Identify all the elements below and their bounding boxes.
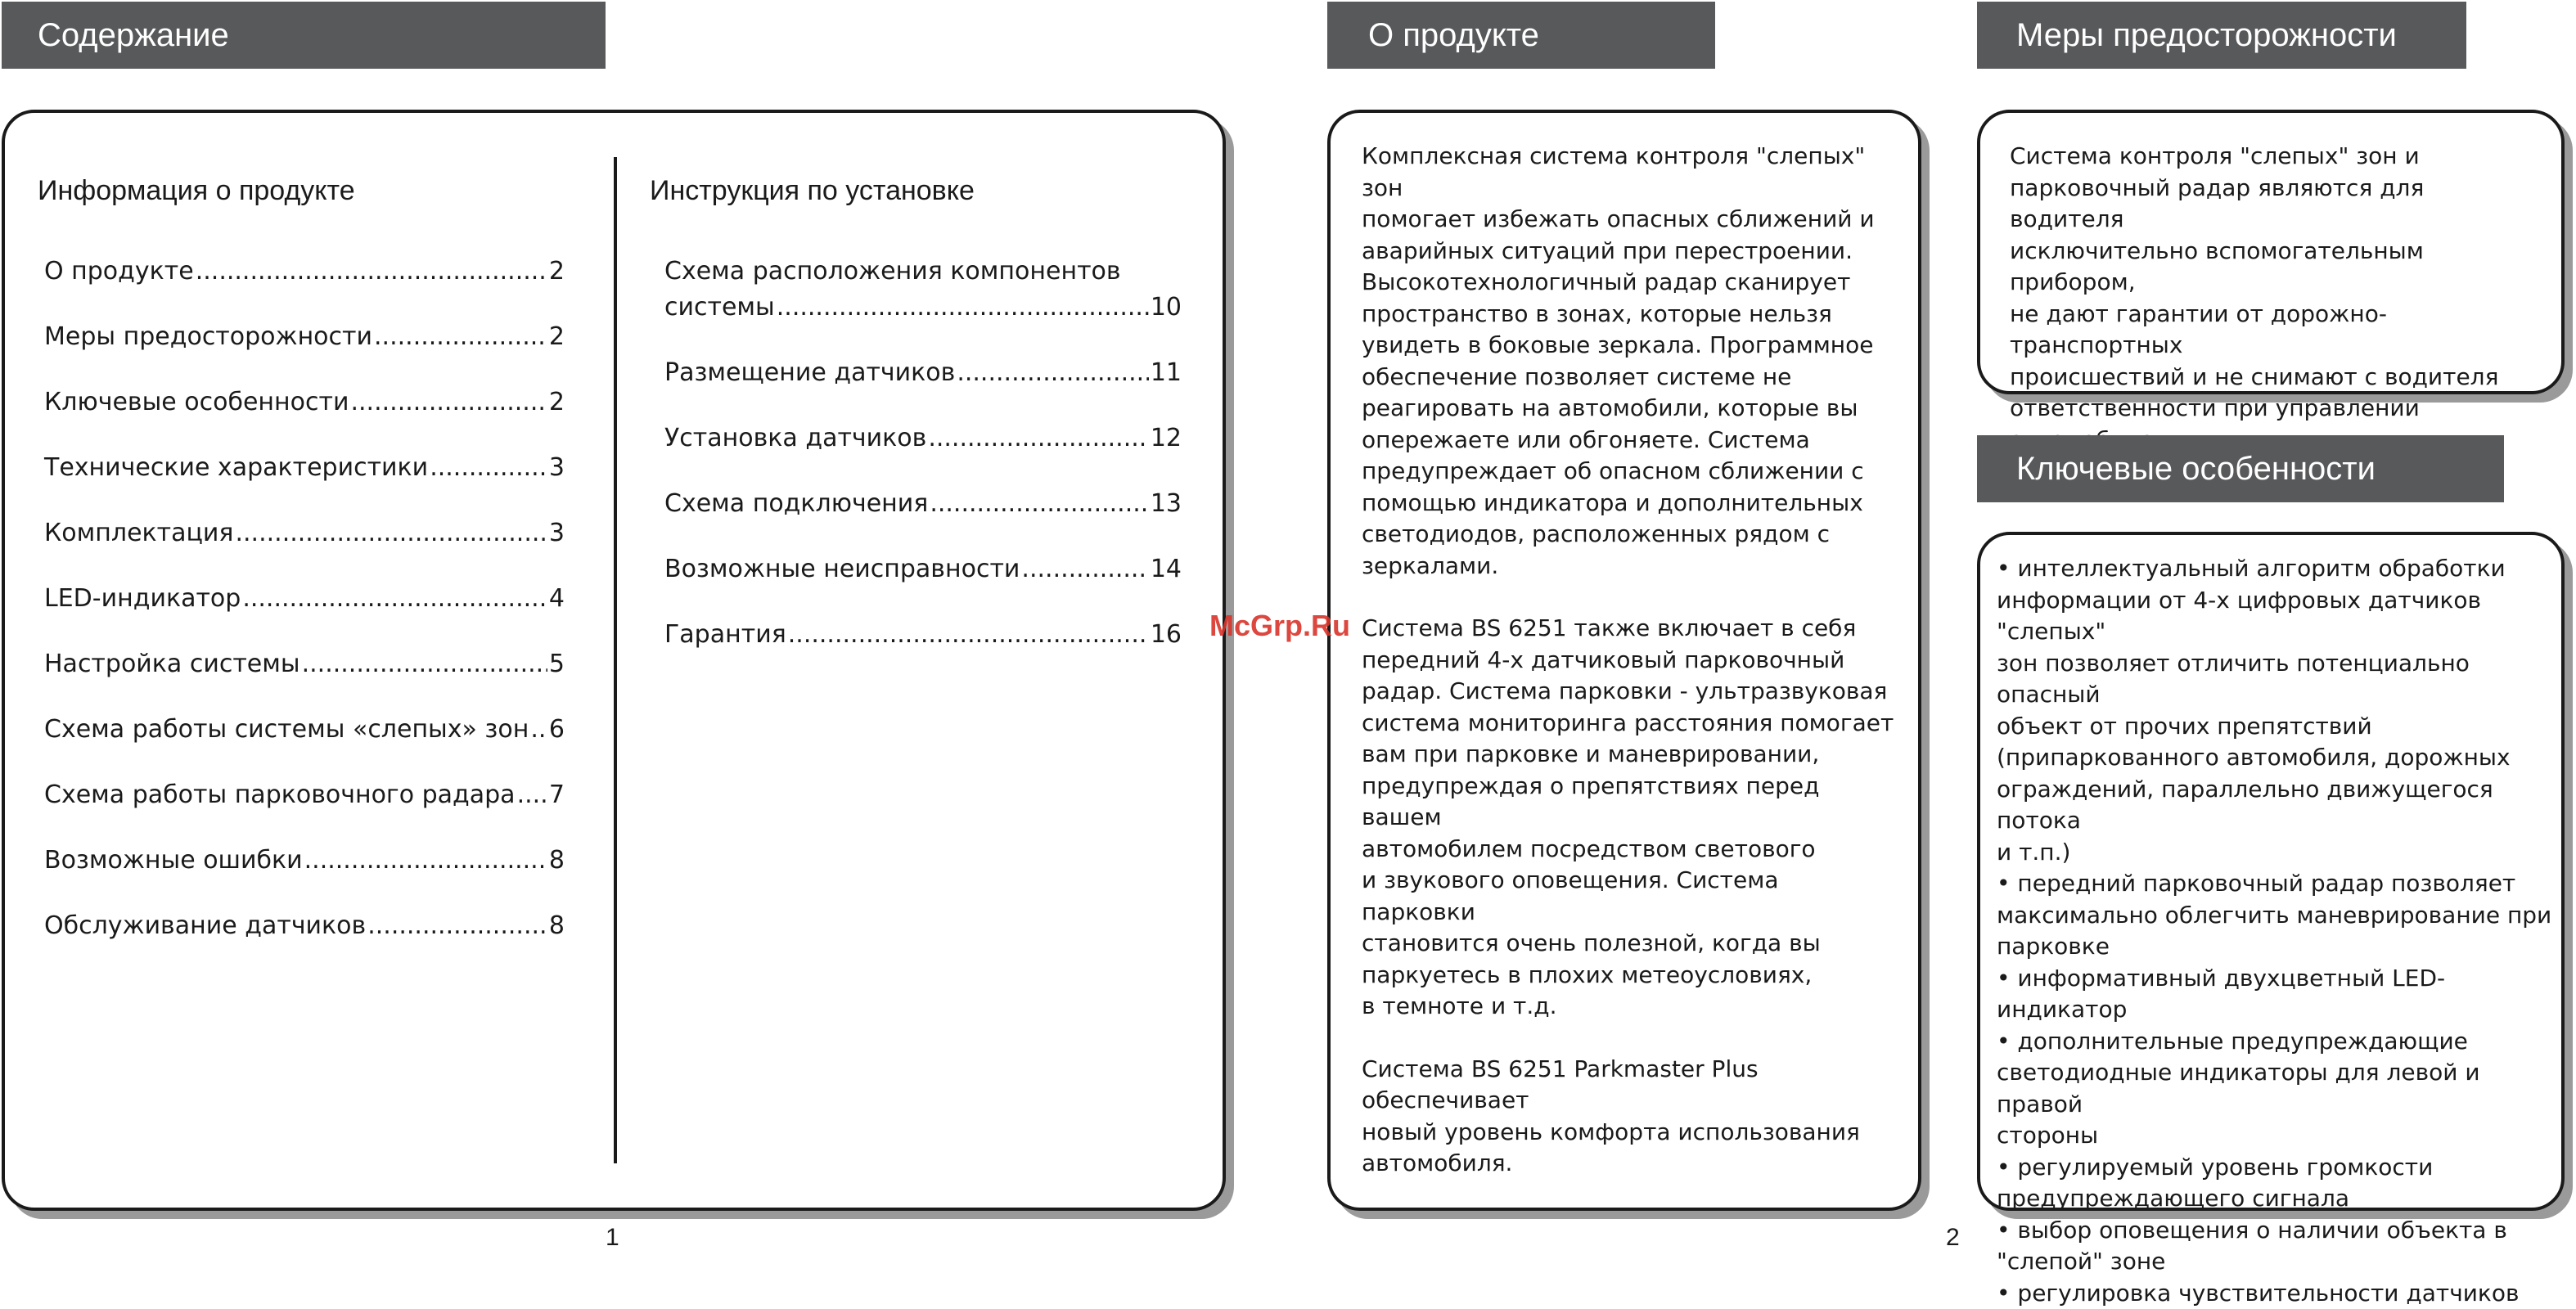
toc-entry-page: 6	[548, 715, 565, 744]
toc-entry-page: 14	[1150, 555, 1182, 583]
toc-entry-maintenance[interactable]	[44, 908, 565, 944]
toc-entry-title: Возможные ошибки	[44, 846, 303, 875]
precautions-header	[1977, 2, 2466, 69]
page-number-left: 1	[606, 1224, 619, 1251]
toc-entry-title: Схема работы системы «слепых» зон	[44, 715, 529, 744]
toc-col1-heading: Информация о продукте	[38, 175, 355, 206]
toc-leader-dots	[374, 319, 547, 355]
toc-entry-faults[interactable]	[664, 551, 1182, 587]
toc-entry-title: Ключевые особенности	[44, 388, 349, 416]
toc-entry-title: Гарантия	[664, 620, 786, 649]
toc-entry-title: Установка датчиков	[664, 424, 927, 452]
toc-leader-dots	[530, 712, 547, 748]
toc-leader-dots	[930, 486, 1149, 522]
toc-entry-title: О продукте	[44, 257, 194, 286]
precautions-text: Система контроля "слепых" зон и парковочный радар являются для водителя исключительно вспомогательным прибором, не дают гарантии от дорожно-транспортных происшествий и не снимают с водителя ответственности при управлении	[2010, 142, 2499, 421]
toc-entry-page: 11	[1150, 358, 1182, 387]
toc-leader-dots	[302, 646, 547, 682]
toc-entry-page: 10	[1150, 293, 1182, 322]
toc-entry-title: Комплектация	[44, 519, 234, 547]
about-header	[1327, 2, 1715, 69]
toc-leader-dots	[242, 581, 547, 617]
toc-entry-title: Размещение датчиков	[664, 358, 956, 387]
toc-entry-title: Схема подключения	[664, 489, 929, 518]
toc-entry-title: Настройка системы	[44, 650, 300, 678]
toc-entry-about[interactable]	[44, 254, 565, 290]
features-header-text: Ключевые особенности	[2016, 450, 2376, 487]
about-paragraph-3: Система BS 6251 Parkmaster Plus обеспечивает новый уровень комфорта использования автомобиля.	[1362, 1055, 1860, 1176]
toc-entry-title: Схема работы парковочного радара	[44, 780, 516, 809]
toc-entry-title: Технические характеристики	[44, 453, 429, 482]
toc-leader-dots	[928, 421, 1149, 457]
toc-entry-errors[interactable]	[44, 843, 565, 879]
toc-entry-title-cont: системы	[664, 293, 775, 322]
toc-entry-page: 2	[548, 257, 565, 286]
toc-entry-title: Обслуживание датчиков	[44, 911, 367, 940]
toc-entry-parking-scheme[interactable]	[44, 777, 565, 813]
toc-entry-package[interactable]	[44, 515, 565, 551]
toc-leader-dots	[517, 777, 547, 813]
about-paragraph-1: Комплексная система контроля "слепых" зон помогает избежать опасных сближений и аварийных ситуаций при перестроении. Высокотехнологичный радар сканирует пространство в зонах, которые нельзя увидеть в боковые зеркала. Программное обеспечение позволяет системе не реагировать на автомобили, которые вы опережаете или обгоняете. Система предупреждает об опасном сближении с помощью индикатора и дополнительных светодиодов, расположенных рядом с зеркалами.	[1362, 142, 1875, 579]
toc-column-divider	[614, 157, 617, 1163]
toc-entry-sensor-install[interactable]	[664, 421, 1182, 457]
toc-col2-heading: Инструкция по установке	[650, 175, 975, 206]
toc-leader-dots	[304, 843, 547, 879]
toc-entry-page: 4	[548, 584, 565, 613]
toc-header-text: Содержание	[38, 16, 229, 53]
toc-entry-setup[interactable]	[44, 646, 565, 682]
toc-entry-blindspot-scheme[interactable]	[44, 712, 565, 748]
toc-entry-precautions[interactable]	[44, 319, 565, 355]
toc-entry-page: 16	[1150, 620, 1182, 649]
toc-entry-sensor-placement[interactable]	[664, 355, 1182, 391]
toc-entry-page: 8	[548, 846, 565, 875]
toc-leader-dots	[235, 515, 547, 551]
watermark-text: McGrp.Ru	[1209, 609, 1351, 642]
toc-leader-dots	[196, 254, 547, 290]
features-box	[1977, 532, 2565, 1307]
toc-entry-title: Схема расположения компонентов	[664, 257, 1121, 286]
about-box	[1327, 110, 1921, 1211]
toc-entry-led[interactable]	[44, 581, 565, 617]
toc-entry-features[interactable]	[44, 385, 565, 421]
about-header-text: О продукте	[1368, 16, 1539, 53]
precautions-box	[1977, 110, 2565, 421]
toc-entry-components[interactable]	[664, 254, 1182, 326]
features-header	[1977, 435, 2504, 502]
toc-leader-dots	[367, 908, 547, 944]
toc-entry-specs[interactable]	[44, 450, 565, 486]
toc-entry-row	[664, 290, 1182, 326]
toc-leader-dots	[350, 385, 547, 421]
toc-entry-page: 2	[548, 322, 565, 351]
toc-entry-page: 7	[548, 780, 565, 809]
features-list: • интеллектуальный алгоритм обработки информации от 4-х цифровых датчиков "слепых" зон позволяет отличить потенциально опасный объект от прочих препятствий (припаркованного автомобиля, дорожных ограждений, параллельно движущегося потока и т.п.) • передний парковочный радар позволяет максимально облегчить маневрирование при парковке • информативный двухцветный LED-индикатор • дополнительные предупреждающие светодиодные индикаторы для левой и правой стороны • регулируемый уровень громкости предупреждающего сигнала • выбор оповещения о наличии объекта в "слепой" зоне • регулировка чувствительности датчиков	[1997, 555, 2552, 1307]
about-paragraph-2: Система BS 6251 также включает в себя передний 4-х датчиковый парковочный радар. Система парковки - ультразвуковая система мониторинга расстояния помогает вам при парковке и маневрировании, предупреждая о препятствиях перед вашем автомобилем посредством светового и звукового оповещения. Система парковки становится очень полезной, когда вы паркуетесь в плохих метеоусловиях, в темноте и т.д.	[1362, 614, 1894, 1019]
toc-entry-title: LED-индикатор	[44, 584, 241, 613]
toc-leader-dots	[1021, 551, 1148, 587]
page-number-right: 2	[1946, 1224, 1960, 1251]
toc-entry-page: 5	[548, 650, 565, 678]
toc-col1-list	[44, 254, 565, 944]
toc-entry-warranty[interactable]	[664, 617, 1182, 653]
toc-col2-list	[664, 254, 1182, 653]
toc-entry-title: Возможные неисправности	[664, 555, 1020, 583]
toc-entry-page: 12	[1150, 424, 1182, 452]
toc-entry-title: Меры предосторожности	[44, 322, 373, 351]
toc-entry-page: 3	[548, 519, 565, 547]
toc-entry-wiring[interactable]	[664, 486, 1182, 522]
precautions-header-text: Меры предосторожности	[2016, 16, 2397, 53]
toc-leader-dots	[777, 290, 1149, 326]
toc-header	[2, 2, 606, 69]
toc-entry-page: 13	[1150, 489, 1182, 518]
toc-leader-dots	[957, 355, 1149, 391]
toc-leader-dots	[430, 450, 547, 486]
toc-entry-page: 2	[548, 388, 565, 416]
toc-leader-dots	[788, 617, 1149, 653]
toc-entry-page: 3	[548, 453, 565, 482]
toc-entry-page: 8	[548, 911, 565, 940]
